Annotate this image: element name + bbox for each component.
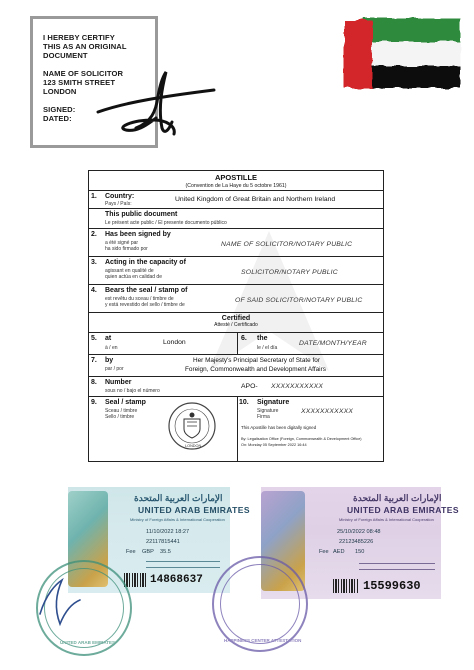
country-value: United Kingdom of Great Britain and Northern Ireland	[175, 196, 336, 203]
field-sublabel: Le présent acte public / El presente documento público	[105, 220, 227, 226]
apostille-title: APOSTILLE	[214, 173, 258, 182]
signature-footer-1: By: Legalisation Office (Foreign, Commonwealth & Development Office)	[241, 437, 362, 441]
field-number-row	[89, 377, 383, 397]
cert-line-1: I HEREBY CERTIFY	[43, 33, 115, 42]
seal-of-value: OF SAID SOLICITOR/NOTARY PUBLIC	[235, 297, 363, 304]
field-sublabel: par / por	[105, 366, 124, 372]
field-number: 2.	[91, 231, 97, 238]
field-label: at	[105, 335, 112, 342]
sticker-fee: 150	[355, 549, 365, 555]
field-label: Number	[105, 379, 132, 386]
signed-by-value: NAME OF SOLICITOR/NOTARY PUBLIC	[221, 241, 353, 248]
certified-sublabel: Attesté / Certificado	[214, 322, 258, 328]
apostille-certificate	[88, 170, 384, 462]
field-sublabel: Signature	[257, 408, 279, 414]
field-label: Has been signed by	[105, 231, 171, 238]
field-sublabel: a été signé par	[105, 240, 139, 246]
date-value: DATE/MONTH/YEAR	[299, 340, 367, 347]
field-number: 9.	[91, 399, 97, 406]
cert-line-3: DOCUMENT	[43, 51, 88, 60]
sticker-country: UNITED ARAB EMIRATES	[347, 505, 459, 515]
signature-footer-2: On: Monday 05 September 2022 16:44	[241, 443, 307, 447]
cert-line-2: THIS AS AN ORIGINAL	[43, 42, 127, 51]
capacity-value: SOLICITOR/NOTARY PUBLIC	[241, 269, 338, 276]
sticker-currency: GBP	[142, 549, 154, 555]
field-label: Signature	[257, 399, 290, 406]
field-label: the	[257, 335, 268, 342]
field-label: Seal / stamp	[105, 399, 146, 406]
field-sublabel: Sello / timbre	[105, 414, 135, 420]
sticker-country: UNITED ARAB EMIRATES	[138, 505, 250, 515]
by-value-line-2: Foreign, Commonwealth and Development Affairs	[185, 366, 326, 373]
field-sublabel: quien actúa en calidad de	[105, 274, 162, 280]
sticker-serial-number: 14868637	[150, 574, 203, 586]
field-sublabel: le / el día	[257, 345, 278, 351]
stamp-text-right: HAPPINESS CENTER ATTESTATION	[224, 638, 302, 643]
field-public-document	[89, 209, 383, 229]
field-number: 6.	[241, 335, 247, 342]
sticker-fee: 35.5	[160, 549, 171, 555]
field-sublabel: Pays / País:	[105, 201, 132, 207]
cert-line-dated: DATED:	[43, 114, 72, 123]
field-sublabel: sous no / bajo el número	[105, 388, 160, 394]
sticker-reference: 22123485226	[339, 539, 374, 545]
field-place-date	[89, 333, 383, 355]
field-number: 5.	[91, 335, 97, 342]
field-number: 3.	[91, 259, 97, 266]
certified-label: Certified	[221, 315, 251, 322]
field-number: 10.	[239, 399, 249, 406]
sticker-ministry: Ministry of Foreign Affairs & International Cooperation	[339, 517, 434, 522]
signature-value: XXXXXXXXXXX	[301, 408, 354, 415]
sticker-reference: 22117815441	[146, 539, 180, 545]
field-label: Bears the seal / stamp of	[105, 287, 188, 294]
field-sublabel: Firma	[257, 414, 270, 420]
field-label: Country:	[105, 193, 135, 200]
uae-flag-icon	[340, 12, 464, 94]
field-number: 1.	[91, 193, 97, 200]
sticker-fee-label: Fee	[126, 549, 136, 555]
field-sublabel: ha sido firmado por	[105, 246, 148, 252]
field-sublabel: agissant en qualité de	[105, 268, 154, 274]
field-label: Acting in the capacity of	[105, 259, 186, 266]
sticker-currency: AED	[333, 549, 345, 555]
field-capacity	[89, 257, 383, 285]
sticker-ministry: Ministry of Foreign Affairs & International Cooperation	[130, 517, 225, 522]
cert-line-5: 123 SMITH STREET	[43, 78, 116, 87]
sticker-arabic-title: الإمارات العربية المتحدة	[353, 493, 442, 503]
field-label: by	[105, 357, 114, 364]
apostille-subtitle: (Convention de La Haye du 5 octobre 1961)	[185, 183, 287, 189]
apostille-number-value: XXXXXXXXXXX	[271, 383, 324, 390]
field-sublabel: à / en	[105, 345, 118, 351]
certified-heading	[89, 313, 383, 333]
field-number: 4.	[91, 287, 97, 294]
field-sublabel: y está revestido del sello / timbre de	[105, 302, 185, 308]
stamp-signature-scribble	[36, 574, 84, 630]
apostille-header	[89, 171, 383, 191]
apostille-number-prefix: APO-	[241, 383, 258, 390]
sticker-date: 11/10/2022 18:27	[146, 529, 190, 535]
field-sublabel: Sceau / timbre	[105, 408, 138, 414]
field-by	[89, 355, 383, 377]
field-sublabel: est revêtu du sceau / timbre de	[105, 296, 174, 302]
sticker-date: 25/10/2022 08:48	[337, 529, 381, 535]
digital-signature-note: This Apostille has been digitally signed	[241, 425, 317, 430]
cert-line-signed: SIGNED:	[43, 105, 76, 114]
attestation-round-stamp-right	[212, 556, 308, 652]
by-value-line-1: Her Majesty's Principal Secretary of State for	[193, 357, 320, 364]
cert-line-6: LONDON	[43, 87, 77, 96]
field-signed-by	[89, 229, 383, 257]
stamp-text-left: UNITED ARAB EMIRATES	[60, 640, 115, 645]
seal-caption: LONDON	[185, 444, 202, 448]
sticker-serial-number: 15599630	[363, 579, 421, 593]
field-seal-of	[89, 285, 383, 313]
sticker-arabic-title: الإمارات العربية المتحدة	[134, 493, 223, 503]
field-number: 8.	[91, 379, 97, 386]
field-label: This public document	[105, 211, 178, 218]
handwritten-signature	[96, 68, 216, 140]
field-country	[89, 191, 383, 209]
field-seal-signature	[89, 397, 383, 461]
field-number: 7.	[91, 357, 97, 364]
place-value: London	[163, 339, 186, 346]
cert-line-4: NAME OF SOLICITOR	[43, 69, 124, 78]
sticker-fee-label: Fee	[319, 549, 329, 555]
